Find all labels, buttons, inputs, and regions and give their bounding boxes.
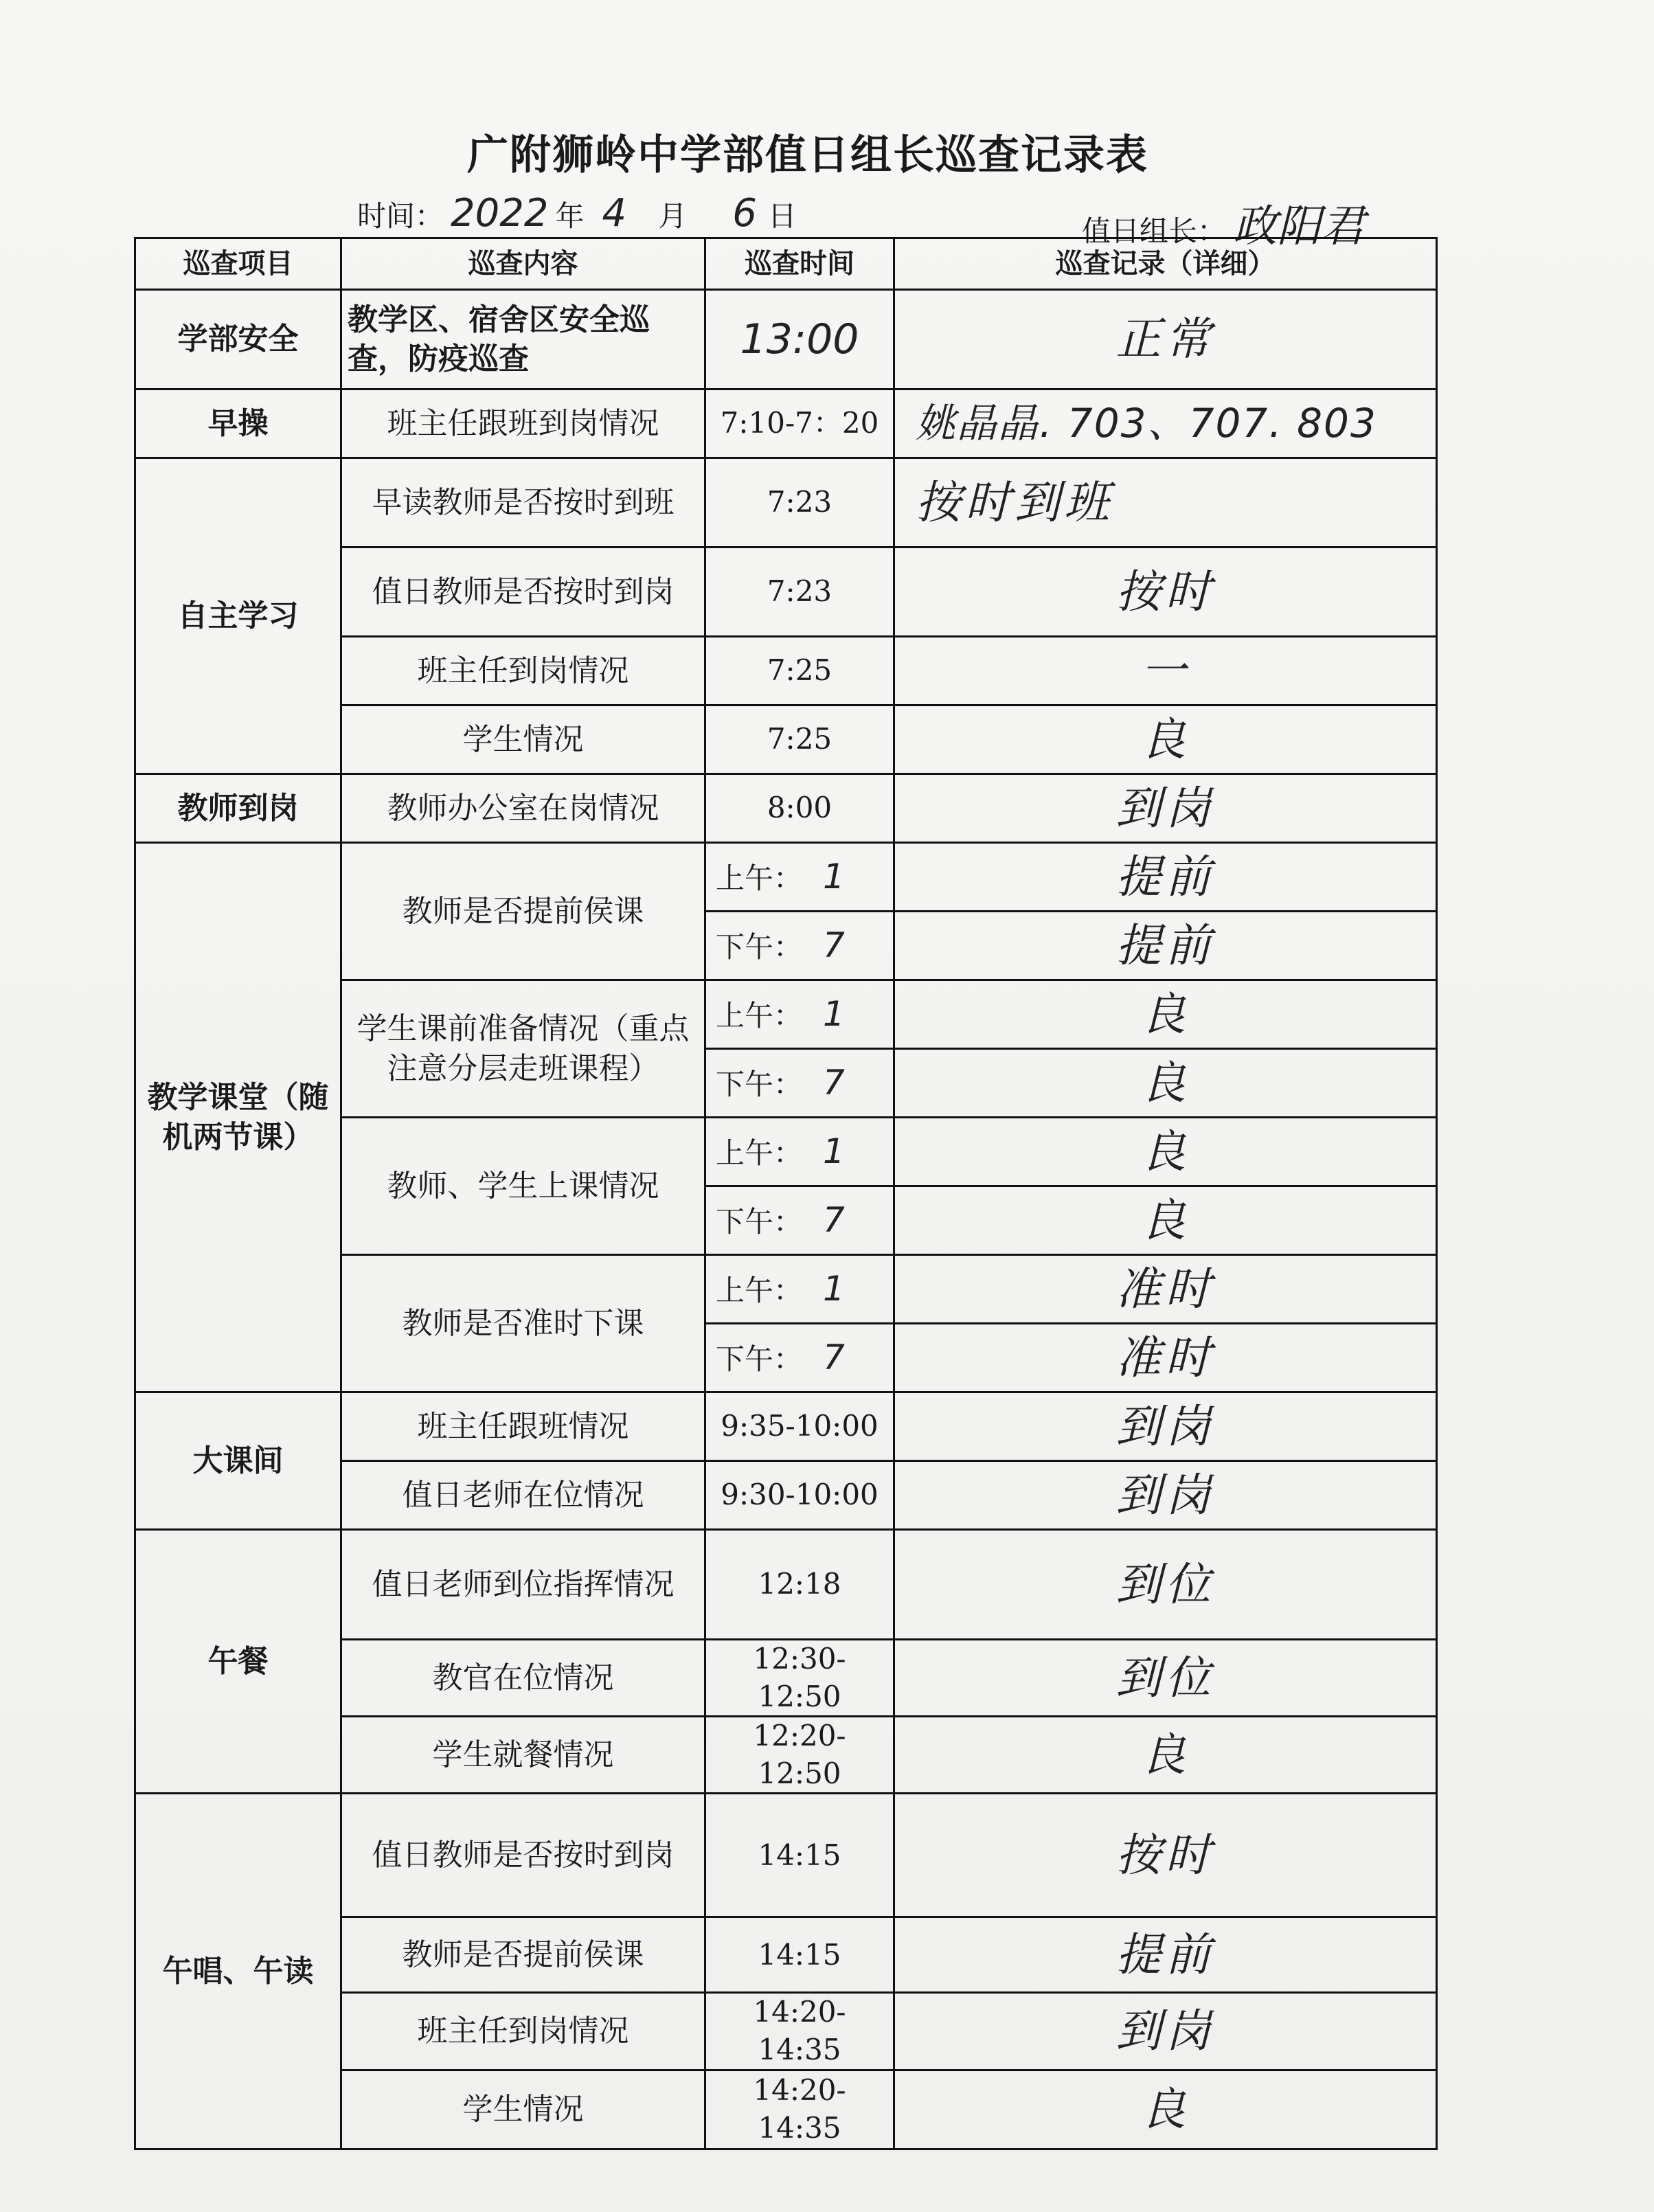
record-value: 良 bbox=[1140, 1193, 1190, 1247]
am-label: 上午： bbox=[716, 1274, 803, 1307]
am-label: 上午： bbox=[716, 1136, 803, 1170]
cell-record bbox=[894, 1392, 1437, 1461]
record-value: 按时 bbox=[1115, 565, 1215, 618]
section-noon-reading: 午唱、午读 bbox=[135, 1794, 341, 2149]
cell-time: 14:15 bbox=[705, 1917, 894, 1993]
record-value: 到岗 bbox=[1115, 1468, 1215, 1522]
date-day: 6 bbox=[732, 191, 757, 236]
cell-record bbox=[894, 774, 1437, 843]
header-content: 巡查内容 bbox=[341, 238, 705, 290]
cell-time: 14:15 bbox=[705, 1794, 894, 1917]
date-year: 2022 bbox=[451, 191, 549, 236]
record-value: 到岗 bbox=[1115, 2005, 1215, 2058]
table-row bbox=[135, 458, 1437, 548]
table-row bbox=[135, 774, 1437, 843]
header-time: 巡查时间 bbox=[705, 238, 894, 290]
period-value: 1 bbox=[823, 857, 845, 896]
cell-record bbox=[894, 1717, 1437, 1794]
leader-label: 值日组长： bbox=[1082, 214, 1227, 248]
section-break: 大课间 bbox=[135, 1392, 341, 1530]
period-value: 1 bbox=[823, 1269, 845, 1309]
period-value: 1 bbox=[823, 994, 845, 1034]
cell-record bbox=[894, 1118, 1437, 1186]
patrol-log-table bbox=[134, 237, 1438, 2150]
cell-content: 学生情况 bbox=[341, 706, 705, 774]
cell-content: 教官在位情况 bbox=[341, 1640, 705, 1717]
cell-time: 7:23 bbox=[705, 548, 894, 637]
period-value: 7 bbox=[823, 1200, 845, 1240]
pm-label: 下午： bbox=[716, 1205, 803, 1239]
time-value: 13:00 bbox=[740, 315, 859, 363]
cell-record bbox=[894, 1324, 1437, 1392]
cell-time-pm bbox=[705, 912, 894, 980]
cell-time: 7:23 bbox=[705, 458, 894, 548]
cell-time: 7:10-7：20 bbox=[705, 390, 894, 458]
record-value: 提前 bbox=[1115, 850, 1215, 903]
cell-content: 班主任跟班到岗情况 bbox=[341, 390, 705, 458]
cell-record bbox=[894, 1993, 1437, 2070]
record-value: 良 bbox=[1140, 2082, 1190, 2136]
table-row bbox=[135, 1530, 1437, 1640]
cell-content: 教师是否提前侯课 bbox=[341, 843, 705, 980]
record-value: 按时到班 bbox=[916, 475, 1113, 529]
period-value: 1 bbox=[823, 1131, 845, 1171]
section-teacher-duty: 教师到岗 bbox=[135, 774, 341, 843]
cell-record bbox=[894, 390, 1437, 458]
cell-record bbox=[894, 548, 1437, 637]
cell-record bbox=[894, 458, 1437, 548]
cell-record bbox=[894, 706, 1437, 774]
date-month: 4 bbox=[602, 191, 627, 236]
record-value: 按时 bbox=[1115, 1828, 1215, 1882]
cell-record bbox=[894, 912, 1437, 980]
record-value: 良 bbox=[1140, 1728, 1190, 1781]
record-value: 提前 bbox=[1115, 918, 1215, 972]
period-value: 7 bbox=[823, 1063, 845, 1103]
header-record: 巡查记录（详细） bbox=[894, 238, 1437, 290]
cell-time: 12:18 bbox=[705, 1530, 894, 1640]
cell-time-am bbox=[705, 980, 894, 1049]
table-row bbox=[135, 390, 1437, 458]
cell-time: 14:20-14:35 bbox=[705, 1993, 894, 2070]
cell-record bbox=[894, 1255, 1437, 1324]
record-value: 到岗 bbox=[1115, 781, 1215, 835]
am-label: 上午： bbox=[716, 999, 803, 1032]
page-title: 广附狮岭中学部值日组长巡查记录表 bbox=[467, 131, 1148, 179]
header-item: 巡查项目 bbox=[135, 238, 341, 290]
am-label: 上午： bbox=[716, 861, 803, 895]
leader-name: 政阳君 bbox=[1233, 201, 1366, 252]
record-value: 准时 bbox=[1115, 1262, 1215, 1316]
cell-time bbox=[705, 290, 894, 390]
cell-record bbox=[894, 2070, 1437, 2149]
record-value: 良 bbox=[1140, 1125, 1190, 1178]
record-value: 正常 bbox=[1115, 313, 1215, 366]
cell-time: 7:25 bbox=[705, 706, 894, 774]
date-year-unit: 年 bbox=[555, 199, 585, 233]
cell-content: 教学区、宿舍区安全巡查，防疫巡查 bbox=[341, 290, 705, 390]
cell-record bbox=[894, 1917, 1437, 1993]
period-value: 7 bbox=[823, 1338, 845, 1377]
table-row bbox=[135, 843, 1437, 912]
cell-record bbox=[894, 290, 1437, 390]
cell-time: 8:00 bbox=[705, 774, 894, 843]
record-value: 一 bbox=[1140, 644, 1190, 697]
cell-time: 9:30-10:00 bbox=[705, 1461, 894, 1530]
cell-record bbox=[894, 1640, 1437, 1717]
cell-time: 9:35-10:00 bbox=[705, 1392, 894, 1461]
cell-time-am bbox=[705, 843, 894, 912]
cell-content: 值日老师到位指挥情况 bbox=[341, 1530, 705, 1640]
table-row bbox=[135, 1794, 1437, 1917]
record-value: 良 bbox=[1140, 712, 1190, 766]
pm-label: 下午： bbox=[716, 930, 803, 964]
table-row bbox=[135, 290, 1437, 390]
cell-content: 值日老师在位情况 bbox=[341, 1461, 705, 1530]
date-label: 时间： bbox=[357, 199, 444, 233]
record-value: 姚晶晶. 703、707. 803 bbox=[916, 399, 1377, 447]
cell-content: 班主任到岗情况 bbox=[341, 637, 705, 706]
cell-content: 值日教师是否按时到岗 bbox=[341, 1794, 705, 1917]
cell-content: 教师、学生上课情况 bbox=[341, 1118, 705, 1255]
section-self-study: 自主学习 bbox=[135, 458, 341, 774]
cell-record bbox=[894, 1461, 1437, 1530]
record-value: 准时 bbox=[1115, 1331, 1215, 1384]
section-safety: 学部安全 bbox=[135, 290, 341, 390]
table-row bbox=[135, 1392, 1437, 1461]
record-value: 到位 bbox=[1115, 1557, 1215, 1611]
cell-record bbox=[894, 1530, 1437, 1640]
section-classroom: 教学课堂（随机两节课） bbox=[135, 843, 341, 1392]
cell-record bbox=[894, 1186, 1437, 1255]
record-value: 良 bbox=[1140, 1056, 1190, 1109]
record-value: 到岗 bbox=[1115, 1399, 1215, 1453]
cell-content: 班主任到岗情况 bbox=[341, 1993, 705, 2070]
header-row bbox=[135, 238, 1437, 290]
cell-record bbox=[894, 637, 1437, 706]
period-value: 7 bbox=[823, 925, 845, 965]
cell-content: 班主任跟班情况 bbox=[341, 1392, 705, 1461]
cell-time: 7:25 bbox=[705, 637, 894, 706]
pm-label: 下午： bbox=[716, 1342, 803, 1376]
cell-content: 学生就餐情况 bbox=[341, 1717, 705, 1794]
cell-time: 14:20-14:35 bbox=[705, 2070, 894, 2149]
cell-content: 早读教师是否按时到班 bbox=[341, 458, 705, 548]
cell-time: 12:30-12:50 bbox=[705, 1640, 894, 1717]
cell-record bbox=[894, 1049, 1437, 1118]
cell-content: 学生情况 bbox=[341, 2070, 705, 2149]
cell-time: 12:20-12:50 bbox=[705, 1717, 894, 1794]
cell-time-pm bbox=[705, 1049, 894, 1118]
date-day-unit: 日 bbox=[767, 199, 797, 233]
cell-record bbox=[894, 843, 1437, 912]
cell-time-am bbox=[705, 1255, 894, 1324]
cell-time-pm bbox=[705, 1186, 894, 1255]
record-value: 到位 bbox=[1115, 1651, 1215, 1704]
cell-record bbox=[894, 1794, 1437, 1917]
cell-time-am bbox=[705, 1118, 894, 1186]
pm-label: 下午： bbox=[716, 1068, 803, 1101]
cell-record bbox=[894, 980, 1437, 1049]
date-line bbox=[357, 191, 797, 236]
cell-content: 值日教师是否按时到岗 bbox=[341, 548, 705, 637]
section-morning-exercise: 早操 bbox=[135, 390, 341, 458]
cell-content: 教师办公室在岗情况 bbox=[341, 774, 705, 843]
date-month-unit: 月 bbox=[658, 199, 688, 233]
cell-time-pm bbox=[705, 1324, 894, 1392]
record-value: 良 bbox=[1140, 987, 1190, 1041]
cell-content: 教师是否准时下课 bbox=[341, 1255, 705, 1392]
section-lunch: 午餐 bbox=[135, 1530, 341, 1794]
cell-content: 教师是否提前侯课 bbox=[341, 1917, 705, 1993]
record-value: 提前 bbox=[1115, 1928, 1215, 1981]
cell-content: 学生课前准备情况（重点注意分层走班课程） bbox=[341, 980, 705, 1118]
